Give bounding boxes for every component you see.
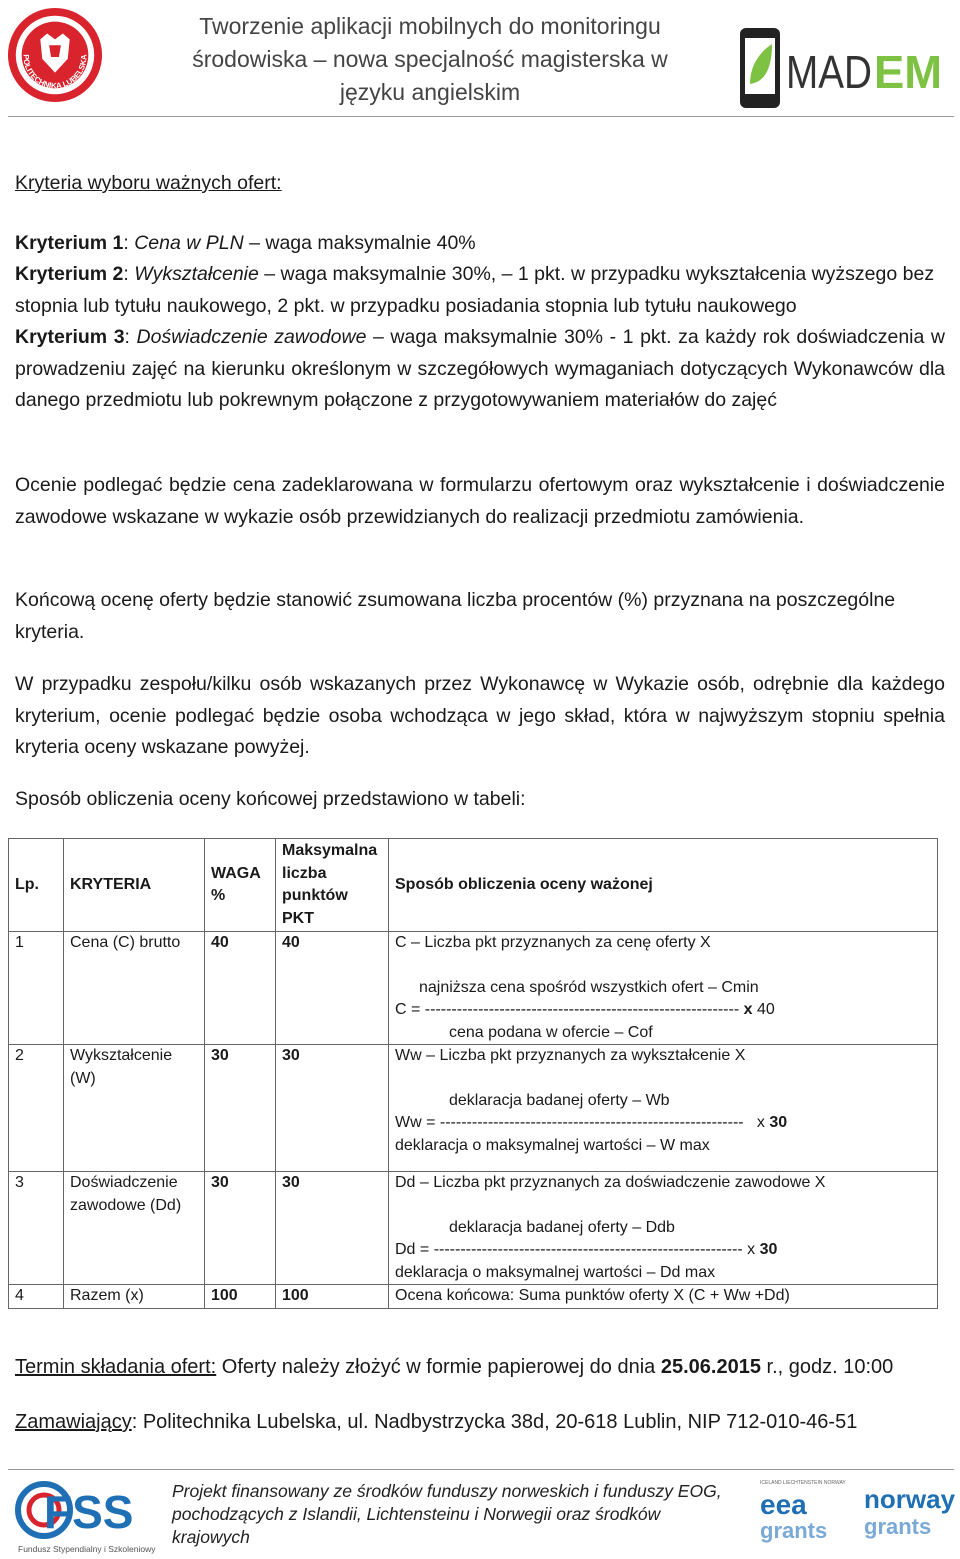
- criterion-1: Kryterium 1: Cena w PLN – waga maksymalnie 40%: [15, 232, 476, 254]
- criterion-3: Kryterium 3: Doświadczenie zawodowe – waga maksymalnie 30% - 1 pkt. za każdy rok doświadczenia w prowadzeniu zajęć na kierunku określonym w szczegółowych wymaganiach dotyczących Wykonawców dla danego przedmiotu lub pokrewnym połączone z przygotowywaniem materiałów do zajęć: [15, 326, 946, 411]
- formula-denominator: deklaracja o maksymalnej wartości – W max: [395, 1136, 710, 1154]
- eea-logo-text-2: grants: [760, 1518, 828, 1543]
- row-name: Doświadczenie zawodowe (Dd): [64, 1172, 205, 1285]
- norway-grants-logo: [862, 1474, 956, 1554]
- formula-denominator: cena podana w ofercie – Cof: [449, 1023, 653, 1041]
- row-lp: 2: [9, 1045, 64, 1172]
- paragraph-team: W przypadku zespołu/kilku osób wskazanych przez Wykonawcę w Wykazie osób, odrębnie dla każdego kryterium, ocenie podlegać będzie osoba wchodząca w jego skład, która w najwyższym stopniu spełnia kryteria oceny wskazane powyżej.: [15, 673, 945, 758]
- funding-note: Projekt finansowany ze środków funduszy norweskich i funduszy EOG, pochodzących z Islandii, Lichtensteinu i Norwegii oraz środków krajowych: [172, 1481, 722, 1547]
- method-desc: Ww – Liczba pkt przyznanych za wykształcenie X: [395, 1047, 746, 1064]
- row-name: Cena (C) brutto: [64, 932, 205, 1045]
- header-method: Sposób obliczenia oceny ważonej: [389, 839, 938, 932]
- norway-logo-text: norway: [864, 1484, 956, 1514]
- norway-logo-text-2: grants: [864, 1514, 932, 1539]
- paragraph-table-intro: Sposób obliczenia oceny końcowej przedstawiono w tabeli:: [15, 788, 526, 810]
- row-method: Ocena końcowa: Suma punktów oferty X (C + Ww +Dd): [389, 1285, 938, 1309]
- header-divider: [8, 116, 954, 117]
- table-row: [9, 1172, 938, 1285]
- row-lp: 4: [9, 1285, 64, 1309]
- row-waga: 30: [205, 1045, 276, 1172]
- project-title: Tworzenie aplikacji mobilnych do monitoringu środowiska – nowa specjalność magisterska w języku angielskim: [192, 13, 668, 105]
- table-row: [9, 932, 938, 1045]
- method-desc: C – Liczba pkt przyznanych za cenę oferty X: [395, 934, 711, 951]
- footer-divider: [8, 1469, 954, 1470]
- formula-denominator: deklaracja o maksymalnej wartości – Dd max: [395, 1263, 716, 1281]
- row-name: Wykształcenie (W): [64, 1045, 205, 1172]
- eea-grants-logo: [756, 1474, 846, 1554]
- criterion-2: Kryterium 2: Wykształcenie – waga maksymalnie 30%, – 1 pkt. w przypadku wykształcenia wyższego bez stopnia lub tytułu naukowego, 2 pkt. w przypadku posiadania stopnia lub tytułu naukowego: [15, 263, 935, 317]
- madem-logo: [738, 26, 948, 112]
- formula-line: C = ----------------------------------------------------------- x 40: [395, 1001, 775, 1018]
- header-waga: WAGA %: [205, 839, 276, 932]
- criteria-table: [8, 838, 938, 1309]
- row-waga: 30: [205, 1172, 276, 1285]
- row-waga: 100: [205, 1285, 276, 1309]
- paragraph-final-score: Końcową ocenę oferty będzie stanowić zsumowana liczba procentów (%) przyznana na poszczególne kryteria.: [15, 589, 896, 643]
- seal-text: POLITECHNIKA LUBELSKA: [21, 54, 89, 91]
- row-max: 30: [276, 1045, 389, 1172]
- header-lp: Lp.: [9, 839, 64, 932]
- table-row: [9, 1045, 938, 1172]
- orderer-line: Zamawiający: Politechnika Lubelska, ul. Nadbystrzycka 38d, 20-618 Lublin, NIP 712-010-46-51: [15, 1411, 858, 1433]
- eea-logo-countries: ICELAND LIECHTENSTEIN NORWAY: [760, 1480, 846, 1486]
- header-kryteria: KRYTERIA: [64, 839, 205, 932]
- madem-logo-text-a: MAD: [786, 46, 872, 98]
- row-method: [389, 1172, 938, 1285]
- madem-logo-text-b: EM: [874, 46, 942, 98]
- deadline-line: Termin składania ofert: Oferty należy złożyć w formie papierowej do dnia 25.06.2015 r., godz. 10:00: [15, 1356, 894, 1378]
- university-seal-logo: [6, 6, 104, 104]
- row-max: 30: [276, 1172, 389, 1285]
- criteria-heading: Kryteria wyboru ważnych ofert:: [15, 172, 282, 194]
- formula-numerator: najniższa cena spośród wszystkich ofert – Cmin: [419, 978, 759, 996]
- table-header-row: [9, 839, 938, 932]
- deadline-label: Termin składania ofert:: [15, 1356, 217, 1378]
- row-max: 40: [276, 932, 389, 1045]
- fss-logo-subtitle: Fundusz Stypendialny i Szkoleniowy: [18, 1544, 156, 1554]
- formula-numerator: deklaracja badanej oferty – Wb: [449, 1091, 670, 1109]
- fss-logo-text: FSS: [44, 1486, 134, 1538]
- formula-line: Dd = ---------------------------------------------------------- x 30: [395, 1241, 778, 1258]
- header-max-points: Maksymalna liczba punktów PKT: [276, 839, 389, 932]
- paragraph-evaluation: Ocenie podlegać będzie cena zadeklarowana w formularzu ofertowym oraz wykształcenie i doświadczenie zawodowe wskazane w wykazie osób przewidzianych do realizacji przedmiotu zamówienia.: [15, 474, 945, 528]
- method-desc: Dd – Liczba pkt przyznanych za doświadczenie zawodowe X: [395, 1174, 826, 1191]
- row-lp: 3: [9, 1172, 64, 1285]
- formula-numerator: deklaracja badanej oferty – Ddb: [449, 1218, 675, 1236]
- orderer-label: Zamawiający: [15, 1411, 132, 1433]
- row-method: [389, 932, 938, 1045]
- row-waga: 40: [205, 932, 276, 1045]
- formula-line: Ww = --------------------------------------------------------- x 30: [395, 1114, 788, 1131]
- fss-logo: [14, 1476, 154, 1556]
- eea-logo-text: eea: [760, 1489, 807, 1520]
- row-max: 100: [276, 1285, 389, 1309]
- row-name: Razem (x): [64, 1285, 205, 1309]
- deadline-date: 25.06.2015: [660, 1356, 761, 1378]
- row-method: [389, 1045, 938, 1172]
- table-row: [9, 1285, 938, 1309]
- row-lp: 1: [9, 932, 64, 1045]
